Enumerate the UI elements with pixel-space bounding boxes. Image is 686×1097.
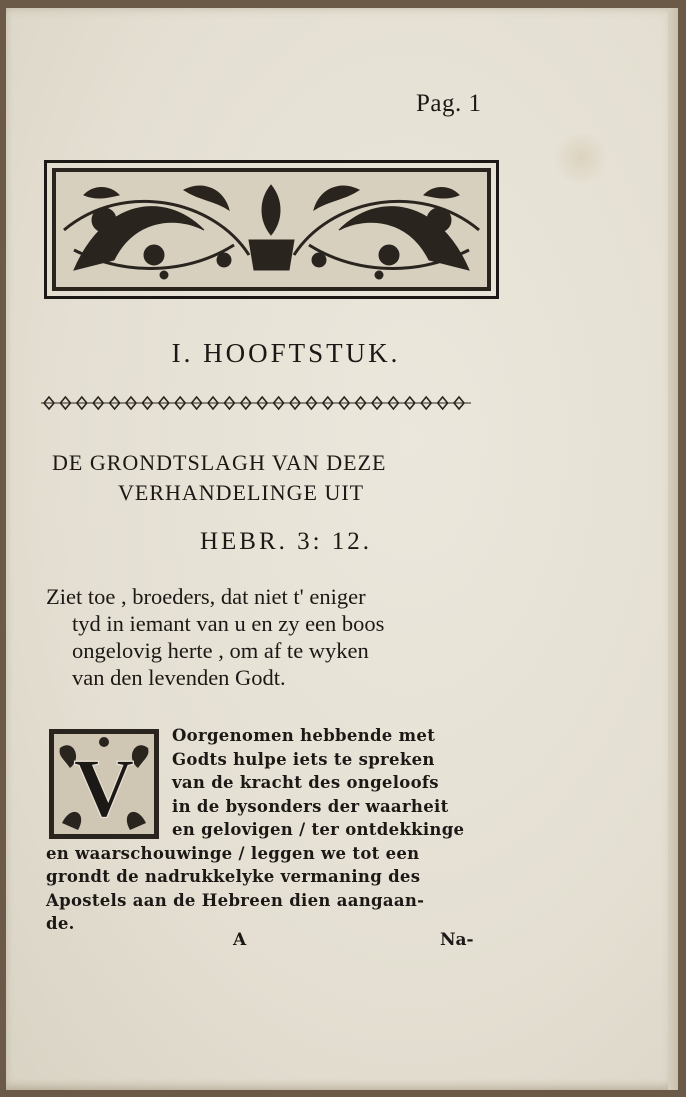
- body-line: de.: [46, 914, 75, 933]
- body-line: Oorgenomen hebbende met: [172, 726, 436, 745]
- verse-line: van den levenden Godt.: [72, 665, 286, 690]
- body-line: en gelovigen / ter ontdekkinge: [172, 820, 465, 839]
- scripture-reference: HEBR. 3: 12.: [199, 528, 373, 555]
- diamond-rule-icon: [41, 394, 471, 412]
- book-page: [6, 8, 678, 1090]
- subtitle-line: VERHANDELINGE UIT: [118, 480, 365, 505]
- floral-headpiece-icon: [44, 160, 499, 299]
- catchword: Na-: [440, 930, 474, 950]
- chapter-subtitle: [52, 448, 522, 508]
- body-line: Apostels aan de Hebreen dien aangaan-: [46, 890, 425, 910]
- verse-line: tyd in iemant van u en zy een boos: [72, 611, 385, 636]
- body-line: en waarschouwinge / leggen we tot een: [46, 843, 420, 863]
- paper-stain: [551, 133, 611, 183]
- chapter-title: I. HOOFTSTUK.: [171, 338, 401, 368]
- verse-line: ongelovig herte , om af te wyken: [72, 638, 369, 663]
- drop-cap-letter: V: [73, 742, 135, 835]
- body-text: [46, 724, 496, 936]
- verse-line: Ziet toe , broeders, dat niet t' eniger: [46, 584, 366, 609]
- body-line: in de bysonders der waarheit: [172, 796, 449, 816]
- subtitle-line: DE GRONDTSLAGH VAN DEZE: [52, 450, 387, 475]
- scripture-verse: [46, 583, 506, 691]
- body-line: van de kracht des ongeloofs: [172, 773, 439, 792]
- body-line: Godts hulpe iets te spreken: [172, 749, 435, 769]
- page-edge: [668, 8, 678, 1090]
- page-number: Pag. 1: [416, 90, 482, 117]
- signature-mark: A: [233, 930, 247, 950]
- body-line: grondt de nadrukkelyke vermaning des: [46, 867, 421, 886]
